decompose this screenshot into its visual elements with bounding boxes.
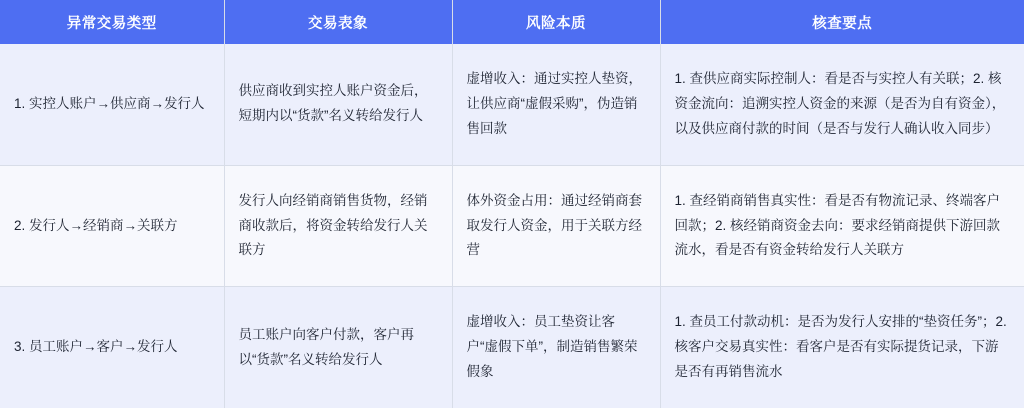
table-row	[0, 44, 1024, 165]
cell-appearance: 员工账户向客户付款，客户再以“货款”名义转给发行人	[224, 287, 452, 408]
cell-checkpoints: 1. 查员工付款动机：是否为发行人安排的“垫资任务”；2. 核客户交易真实性：看客户是否有实际提货记录，下游是否有再销售流水	[660, 287, 1024, 408]
column-header-appearance: 交易表象	[224, 0, 452, 44]
cell-transaction-type: 1. 实控人账户→供应商→发行人	[0, 44, 224, 165]
cell-appearance: 供应商收到实控人账户资金后，短期内以“货款”名义转给发行人	[224, 44, 452, 165]
cell-risk-essence: 体外资金占用：通过经销商套取发行人资金，用于关联方经营	[452, 165, 660, 287]
cell-checkpoints: 1. 查供应商实际控制人：看是否与实控人有关联；2. 核资金流向：追溯实控人资金的来源（是否为自有资金），以及供应商付款的时间（是否与发行人确认收入同步）	[660, 44, 1024, 165]
cell-checkpoints: 1. 查经销商销售真实性：看是否有物流记录、终端客户回款；2. 核经销商资金去向：要求经销商提供下游回款流水，看是否有资金转给发行人关联方	[660, 165, 1024, 287]
table-body	[0, 44, 1024, 408]
column-header-risk-essence: 风险本质	[452, 0, 660, 44]
cell-appearance: 发行人向经销商销售货物，经销商收款后，将资金转给发行人关联方	[224, 165, 452, 287]
cell-risk-essence: 虚增收入：通过实控人垫资，让供应商“虚假采购”，伪造销售回款	[452, 44, 660, 165]
table-row	[0, 287, 1024, 408]
cell-transaction-type: 2. 发行人→经销商→关联方	[0, 165, 224, 287]
column-header-transaction-type: 异常交易类型	[0, 0, 224, 44]
column-header-checkpoints: 核查要点	[660, 0, 1024, 44]
table-header-row	[0, 0, 1024, 44]
cell-risk-essence: 虚增收入：员工垫资让客户“虚假下单”，制造销售繁荣假象	[452, 287, 660, 408]
cell-transaction-type: 3. 员工账户→客户→发行人	[0, 287, 224, 408]
table-header	[0, 0, 1024, 44]
table-row	[0, 165, 1024, 287]
